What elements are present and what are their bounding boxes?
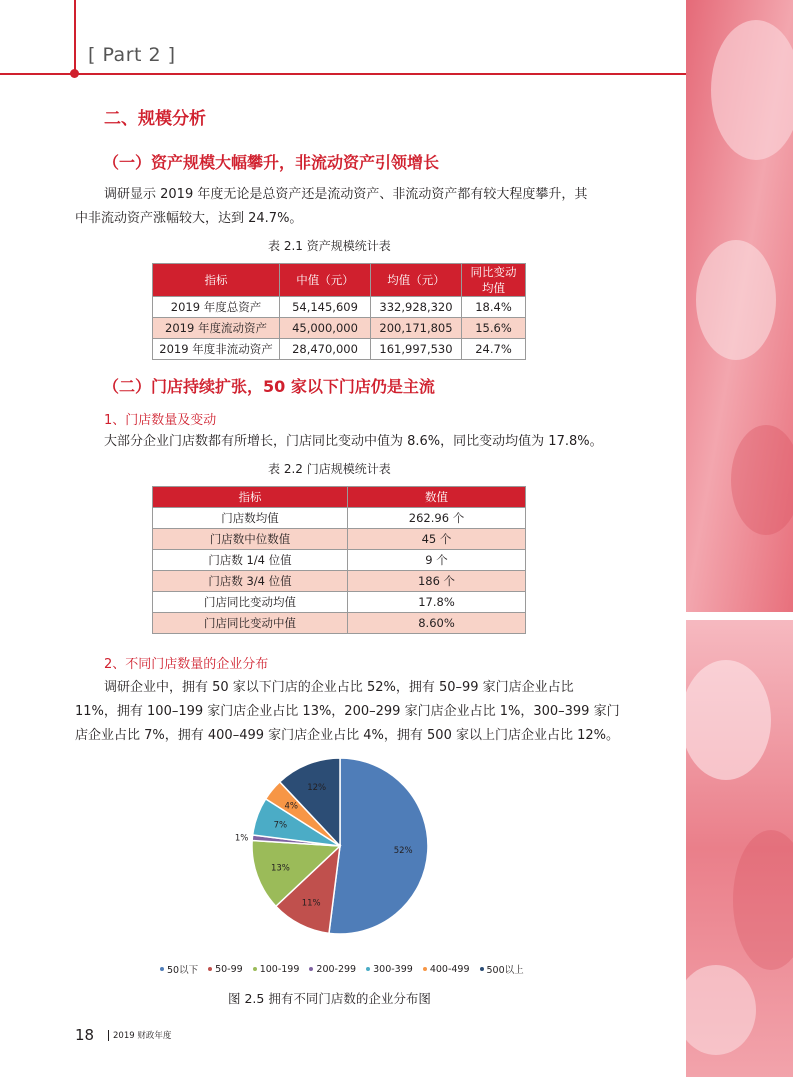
table-row [153,529,526,550]
header-vertical-rule [74,0,76,74]
figure-2-5-caption: 图 2.5 拥有不同门店数的企业分布图 [228,991,431,1006]
chart-legend [160,962,580,976]
table-header-row [153,264,526,297]
table-cell: 9 个 [348,550,526,571]
table-cell: 54,145,609 [280,297,371,318]
header-dot [70,69,79,78]
table-cell: 2019 年度流动资产 [153,318,280,339]
legend-label: 50以下 [167,965,199,976]
part-label: [ Part 2 ] [88,44,176,66]
table-cell: 2019 年度非流动资产 [153,339,280,360]
legend-label: 200-299 [316,963,357,975]
table-header-cell: 指标 [153,487,348,508]
table-cell: 45 个 [348,529,526,550]
table-2-2-caption: 表 2.2 门店规模统计表 [268,462,391,476]
legend-item [160,962,198,976]
table-cell: 18.4% [462,297,526,318]
legend-item [208,962,243,976]
table-row [153,592,526,613]
item-2-title: 2、不同门店数量的企业分布 [104,657,269,672]
table-cell: 161,997,530 [371,339,462,360]
legend-label: 50-99 [215,963,243,975]
legend-label: 300-399 [373,963,413,975]
legend-marker [160,967,164,971]
pie-data-label: 52% [393,846,413,856]
legend-item [309,962,356,976]
legend-marker [208,967,212,971]
store-distribution-pie-chart [150,750,580,950]
item-2-paragraph-line-1: 调研企业中，拥有 50 家以下门店的企业占比 52%，拥有 50–99 家门店企业占比 [104,680,574,695]
table-header-row [153,487,526,508]
table-cell: 门店数 1/4 位值 [153,550,348,571]
legend-marker [366,967,370,971]
table-cell: 45,000,000 [280,318,371,339]
sub1-paragraph-line-2: 中非流动资产涨幅较大，达到 24.7%。 [75,211,303,226]
footer-text: 2019 财政年度 [113,1031,172,1041]
table-cell: 28,470,000 [280,339,371,360]
asset-scale-table [152,263,526,360]
table-cell: 15.6% [462,318,526,339]
table-cell: 2019 年度总资产 [153,297,280,318]
page-number: 18 [75,1026,95,1044]
pie-data-label: 13% [270,863,290,874]
table-cell: 门店数中位数值 [153,529,348,550]
pie-slice-50以下 [329,758,428,934]
legend-label: 500以上 [486,965,524,976]
table-header-cell: 指标 [153,264,280,297]
legend-label: 100-199 [259,963,300,975]
item-1-paragraph: 大部分企业门店数都有所增长，门店同比变动中值为 8.6%，同比变动均值为 17.8%。 [104,434,603,449]
item-2-paragraph-line-3: 店企业占比 7%，拥有 400–499 家门店企业占比 4%，拥有 500 家以上门店企业占比 12%。 [75,728,620,743]
table-cell: 262.96 个 [348,508,526,529]
table-2-1-caption: 表 2.1 资产规模统计表 [268,239,391,253]
subsection-2-title: （二）门店持续扩张，50 家以下门店仍是主流 [103,377,435,396]
table-row [153,571,526,592]
header-horizontal-rule [0,73,686,75]
section-title: 二、规模分析 [104,109,206,129]
pie-data-label: 4% [284,801,298,812]
table-header-cell: 数值 [348,487,526,508]
legend-marker [423,967,427,971]
legend-item [366,962,413,976]
pie-data-label: 12% [307,783,327,794]
table-row [153,508,526,529]
legend-marker [480,967,484,971]
legend-label: 400-499 [429,963,470,975]
legend-item [423,962,470,976]
store-scale-table [152,486,526,634]
table-row [153,339,526,360]
footer-divider [108,1030,109,1041]
table-cell: 门店同比变动中值 [153,613,348,634]
table-header-cell: 均值（元） [371,264,462,297]
table-header-cell: 同比变动均值 [462,264,526,297]
pie-data-label: 7% [273,820,288,831]
item-1-title: 1、门店数量及变动 [104,413,217,428]
table-cell: 门店数均值 [153,508,348,529]
table-cell: 24.7% [462,339,526,360]
table-cell: 332,928,320 [371,297,462,318]
legend-item [253,962,300,976]
legend-marker [253,967,257,971]
table-row [153,613,526,634]
pie-data-label: 11% [301,898,321,909]
table-row [153,550,526,571]
table-row [153,318,526,339]
table-cell: 8.60% [348,613,526,634]
table-header-cell: 中值（元） [280,264,371,297]
legend-marker [309,967,313,971]
table-cell: 门店数 3/4 位值 [153,571,348,592]
subsection-1-title: （一）资产规模大幅攀升，非流动资产引领增长 [103,153,440,172]
table-cell: 17.8% [348,592,526,613]
sub1-paragraph-line-1: 调研显示 2019 年度无论是总资产还是流动资产、非流动资产都有较大程度攀升，其 [104,187,588,202]
table-cell: 200,171,805 [371,318,462,339]
table-row [153,297,526,318]
item-2-paragraph-line-2: 11%，拥有 100–199 家门店企业占比 13%，200–299 家门店企业占比 1%，300–399 家门 [75,704,620,719]
table-cell: 186 个 [348,571,526,592]
pie-data-label: 1% [234,833,249,844]
decorative-side-image [686,0,793,1077]
table-cell: 门店同比变动均值 [153,592,348,613]
legend-item [480,962,524,976]
